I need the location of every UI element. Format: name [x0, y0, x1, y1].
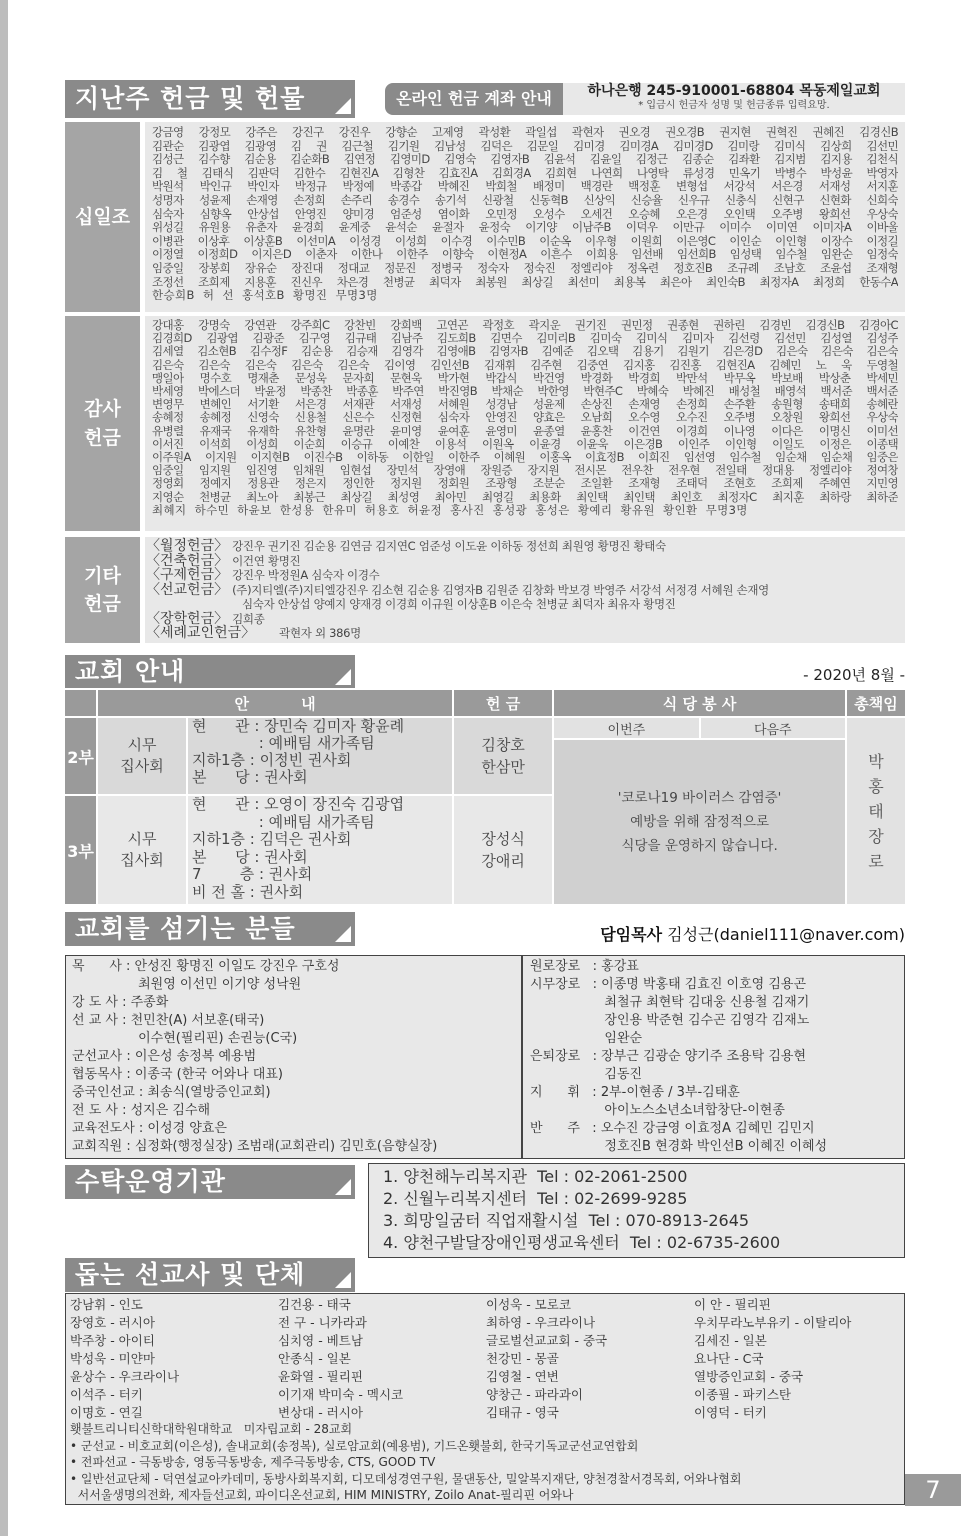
other-offering-row	[146, 554, 902, 569]
guide-line: 지하1층 : 김덕은 권사회	[192, 830, 352, 848]
offering-type: 〈장학헌금〉	[146, 610, 229, 627]
offering-type: 〈세례교인헌금〉	[146, 625, 256, 641]
mission-item: 안종식 - 일본	[278, 1351, 351, 1366]
name-row: 조정선 조희제 지용훈 진신우 차은경 천병균 최덕자 최봉원 최상길 최선미 최용복 최은아 최인숙B 최정자A 최정희 한동수A	[152, 275, 898, 289]
staff-line: 원로장로 : 홍강표	[530, 959, 639, 974]
offering-names: (주)지티엘(주)지티엘강진우 김소현 김순용 김영자B 김원준 김창화 박보경 박영주 서강석 서정경 서혜원 손재영	[232, 582, 769, 597]
name-row: 이주원A 이지원 이지현B 이진수B 이하동 이한일 이한주 이혜원 이홍옥 이효정B 이희진 임선영 임수철 임순채 임순채 임중은	[152, 451, 898, 465]
church-info-date: - 2020년 8월 -	[803, 666, 905, 684]
staff-line: 김동진	[530, 1067, 643, 1082]
offering-names: 이건연 황명진	[232, 553, 301, 568]
other-offering-row	[146, 539, 902, 554]
staff-line: 최철규 최현탁 김대웅 신용철 김재기	[530, 995, 810, 1010]
this-week-header: 이번주	[553, 717, 699, 739]
mission-item: 김태규 - 영국	[486, 1405, 559, 1420]
other-offering-label: 기타 헌금	[65, 537, 140, 643]
staff-right-column	[530, 958, 827, 1156]
servants-title-text: 교회를 섬기는 분들	[75, 914, 296, 943]
guide-line: 현 관 : 오영이 장진숙 김광엽	[192, 795, 405, 813]
staff-line: 군선교사 : 이은성 송정복 예용범	[72, 1049, 257, 1064]
other-offering-row	[146, 568, 902, 583]
col-chief: 총책임	[846, 689, 906, 717]
servants-title	[65, 912, 355, 946]
mission-row	[70, 1385, 902, 1403]
offering-type: 〈건축헌금〉	[146, 552, 229, 569]
next-week-header: 다음주	[700, 717, 846, 739]
mission-row	[70, 1295, 902, 1313]
name-row: 이정열 이정희D 이지은D 이춘자 이한나 이한주 이향숙 이현정A 이흔수 이희용 임선배 임선희B 임성택 임수철 임완순 임정숙	[152, 248, 898, 262]
mission-item: 이영덕 - 터키	[694, 1405, 767, 1420]
col-guide: 안 내	[97, 689, 453, 717]
name-row: 김성근 김수향 김순용 김순화B 김연정 김영미D 김영숙 김영자B 김윤석 김윤일 김정근 김종순 김좌환 김지범 김지용 김천식	[152, 153, 898, 167]
guide-line: 비 전 홀 : 권사회	[192, 882, 304, 901]
name-row: 정영회 정예지 정용관 정은지 정인한 정지원 정회원 조광형 조분순 조일환 조재형 조태덕 조현호 조희제 주혜연 지민영	[152, 477, 898, 491]
account-box	[563, 83, 905, 115]
staff-line: 전 도 사 : 성지은 김수해	[72, 1103, 211, 1118]
mission-item: 이성욱 - 모로코	[486, 1297, 571, 1312]
thanks-offering-names	[152, 319, 898, 517]
staff-line: 협동목사 : 이종국 (한국 어와나 대표)	[72, 1067, 283, 1082]
guide-line: 본 당 : 권사회	[192, 768, 308, 786]
offering-names: 심숙자 안상섭 양예지 양재경 이경희 이규원 이상훈B 이은숙 천병균 최덕자 최유자 황명진	[242, 597, 676, 611]
offering-section-title	[65, 80, 355, 118]
staff-line: 최원영 이선민 이기양 성낙원	[72, 977, 302, 992]
mission-row	[70, 1367, 902, 1385]
offering-names: 곽현자 외 386명	[279, 626, 361, 640]
committee: 시무 집사회	[97, 795, 187, 905]
page-edge	[0, 0, 8, 1536]
name-row: 이병관 이상후 이상훈B 이선미A 이성경 이성희 이수경 이수민B 이순옥 이우형 이원희 이은영C 이인순 이인형 이장수 이정길	[152, 234, 898, 248]
mission-item: 글로벌선교교회 - 중국	[486, 1333, 608, 1348]
mission-item: 심치영 - 베트남	[278, 1333, 363, 1348]
mission-item: 김세진 - 일본	[694, 1333, 767, 1348]
account-number: 하나은행 245-910001-68804 목동제일교회	[587, 83, 881, 99]
staff-line: 아이노스소년소녀합창단-이현종	[530, 1103, 785, 1118]
trust-item: 3. 희망일굼터 직업재활시설 Tel : 070-8913-2645	[383, 1211, 750, 1230]
mission-item: 장영호 - 러시아	[70, 1315, 155, 1330]
cafeteria-notice: '코로나19 바이러스 감염증' 예방을 위해 잠정적으로 식당을 운영하지 않습니다.	[553, 739, 846, 905]
staff-line: 반 주 : 오수진 강금영 이효정A 김혜민 김민지	[530, 1121, 815, 1136]
guide-line: 지하1층 : 이정빈 권사회	[192, 751, 352, 769]
staff-line: 중국인선교 : 최송식(열방증인교회)	[72, 1085, 271, 1100]
name-row: 이서진 이석희 이성희 이순희 이승규 이예찬 이용석 이원옥 이윤경 이윤욱 이은경B 이인주 이인형 이일도 이정은 이종택	[152, 437, 898, 451]
mission-row	[70, 1403, 902, 1421]
name-row: 심숙자 심향옥 안상섭 안영진 양미경 엄준성 염이화 오민정 오성수 오세건 오승혜 오은경 오인택 오주병 왕희선 우상숙	[152, 207, 898, 221]
trust-list	[383, 1166, 780, 1254]
staff-line: 강 도 사 : 주종화	[72, 995, 169, 1010]
staff-line: 정호진B 현경화 박인선B 이혜진 이혜성	[530, 1139, 828, 1154]
mission-item: 김건용 - 태국	[278, 1297, 351, 1312]
guide-line: : 예배팀 새가족팀	[192, 734, 375, 752]
service-guide-lines	[187, 717, 453, 795]
name-row: 김세열 김소현B 김수정F 김순용 김승재 김영각 김영애B 김영자B 김예준 김오택 김용기 김원기 김은경D 김은숙 김은숙 김은숙	[152, 345, 898, 359]
mission-row	[70, 1331, 902, 1349]
mission-item: 열방증인교회 - 중국	[694, 1369, 804, 1384]
mission-item: 요나단 - C국	[694, 1351, 764, 1366]
mission-item: 이종필 - 파키스탄	[694, 1387, 791, 1402]
name-row: 강대홍 강명숙 강연관 강주희C 강찬빈 강희백 고연곤 곽정호 곽지운 권기진 권민정 권종현 권하린 김경빈 김경신B 김경아C	[152, 319, 898, 332]
guide-line: 본 당 : 권사회	[192, 847, 308, 866]
mission-item: 이명호 - 연길	[70, 1405, 143, 1420]
mission-item: 윤상수 - 우크라이나	[70, 1369, 180, 1384]
name-row: 박세영 박에스더 박윤정 박종찬 박종훈 박주연 박진영B 박채순 박한영 박현주C 박혜숙 박혜진 배성철 배영석 백서준 백서준	[152, 385, 898, 399]
guide-line: : 예배팀 새가족팀	[192, 812, 375, 831]
account-note: * 입금시 헌금자 성명 및 헌금종류 입력요망.	[638, 100, 830, 111]
committee: 시무 집사회	[97, 717, 187, 795]
trust-item: 2. 신월누리복지센터 Tel : 02-2699-9285	[383, 1189, 688, 1208]
offering-names: 강진우 권기진 김순용 김연금 김지연C 엄준성 이도윤 이하동 정선희 최원영 황명진 황태숙	[232, 539, 666, 553]
staff-line: 시무장로 : 이종명 박홍태 김효진 이호영 김용곤	[530, 977, 807, 992]
name-row: 성명자 성윤제 손재영 손정희 손주리 송경수 송기석 신광철 신동혁B 신상익 신승율 신우규 신충식 신현구 신현화 신희숙	[152, 193, 898, 207]
name-row: 임중일 장봉희 장유순 장진대 정대교 정문진 정병국 정숙자 정숙진 정엘리야 정옥련 정호진B 조규례 조남호 조윤섭 조재형	[152, 261, 898, 275]
senior-pastor	[600, 922, 905, 945]
page-number: 7	[905, 1474, 961, 1506]
mission-extra-line: 서서울생명의전화, 제자들선교회, 파이디온선교회, HIM MINISTRY, Zoilo Anat-필리핀 어와나	[70, 1488, 574, 1502]
offering-type: 〈월정헌금〉	[146, 538, 229, 554]
mission-item: 천강민 - 몽골	[486, 1351, 559, 1366]
mission-item: 강남휘 - 인도	[70, 1297, 143, 1312]
guide-line: 7 층 : 권사회	[192, 865, 313, 883]
other-offering-row	[146, 583, 902, 598]
col-offering: 헌 금	[453, 689, 553, 717]
mission-extra-line: • 일반선교단체 - 덕연설교아카데미, 동방사회복지회, 디모데성경연구원, 물댄동산, 밀알복지재단, 양천경찰서경목회, 어와나협회	[70, 1471, 742, 1486]
corner-triangle-icon	[335, 98, 351, 114]
mission-extra-line: 횃불트리니티신학대학원대학교 미자립교회 - 28교회	[70, 1422, 353, 1436]
guide-line: 현 관 : 장민숙 김미자 황윤례	[192, 717, 405, 735]
trust-title-text: 수탁운영기관	[75, 1167, 226, 1196]
staff-line: 장인용 박준현 김수곤 김영각 김재노	[530, 1013, 810, 1028]
name-row: 유병렬 유재국 유재학 유찬형 윤명란 윤미영 윤여훈 윤영미 윤종열 윤홍찬 이건연 이경희 이나영 이다은 이명신 이미선	[152, 424, 898, 438]
church-info-title-text: 교회 안내	[75, 657, 186, 686]
name-row: 지영순 천병균 최노아 최봉근 최상길 최성영 최아민 최영길 최용화 최인택 최인택 최인호 최정자C 최지훈 최하랑 최하준	[152, 490, 898, 504]
mission-item: 이석주 - 터키	[70, 1387, 143, 1402]
name-row: 최혜지 하수민 하윤보 한성용 한유미 허용호 허윤정 홍사진 홍성광 홍성은 황예리 황유원 황인환 무명3명	[152, 503, 748, 517]
mission-item: 이기재 박미숙 - 멕시코	[278, 1387, 404, 1402]
service-name: 3부	[64, 795, 97, 905]
service-name: 2부	[64, 717, 97, 795]
missions-title-text: 돕는 선교사 및 단체	[75, 1260, 306, 1289]
other-offering-list	[146, 539, 902, 641]
offering-title-text: 지난주 헌금 및 헌물	[75, 84, 306, 113]
mission-extra-line: • 전파선교 - 극동방송, 영동극동방송, 제주극동방송, CTS, GOOD TV	[70, 1455, 436, 1469]
staff-left-column	[72, 958, 437, 1156]
senior-pastor-name: 김성근(daniel111@naver.com)	[667, 925, 905, 944]
name-row: 김관순 김광엽 김광영 김 권 김근철 김기원 김남성 김덕은 김문일 김미경 김미경A 김미경D 김미랑 김미식 김상희 김선민	[152, 139, 898, 153]
staff-line: 목 사 : 안성진 황명진 이일도 강진우 구호성	[72, 959, 340, 974]
missions-extra	[70, 1421, 741, 1504]
corner-triangle-icon	[335, 926, 351, 942]
mission-item: 이 안 - 필리핀	[694, 1297, 771, 1312]
staff-line: 임완순	[530, 1031, 643, 1046]
mission-item: 변상대 - 러시아	[278, 1405, 363, 1420]
offering-type: 〈선교헌금〉	[146, 581, 229, 598]
staff-line: 은퇴장로 : 장부근 김광순 양기주 조용탁 김용현	[530, 1049, 807, 1064]
offering-type: 〈구제헌금〉	[146, 567, 229, 583]
trust-item: 1. 양천해누리복지관 Tel : 02-2061-2500	[383, 1167, 688, 1186]
other-offering-row	[146, 626, 902, 641]
mission-item: 전 구 - 니카라과	[278, 1315, 367, 1330]
corner-triangle-icon	[335, 1272, 351, 1288]
mission-item: 박주창 - 아이티	[70, 1333, 155, 1348]
offering-names: 강진우 박정원A 심숙자 이경수	[232, 568, 380, 582]
name-row: 송혜정 송혜정 신영숙 신용철 신은수 신정현 심숙자 안영진 양효은 오남희 오수영 오수진 오주병 오창원 왕희선 우상숙	[152, 411, 898, 425]
offering-names: 김희종	[232, 611, 265, 626]
col-cafeteria: 식 당 봉 사	[553, 689, 846, 717]
staff-line: 이수현(필리핀) 손권능(C국)	[72, 1031, 298, 1046]
name-row: 임중일 임지원 임진영 임채원 임현섭 장민석 장영애 장원증 장지원 전시몬 전우찬 전우현 전일태 정대용 정엘리야 정여창	[152, 464, 898, 478]
offering-type	[146, 597, 238, 612]
column-divider	[521, 956, 523, 1158]
church-info-table	[63, 688, 907, 906]
mission-item: 윤화열 - 필리핀	[278, 1369, 363, 1384]
name-row: 위성길 유원용 유춘자 윤경희 윤계중 윤석순 윤절자 윤정숙 이기양 이남주B 이덕우 이만규 이미수 이미연 이미자A 이바울	[152, 221, 898, 235]
name-row: 한승희B 허 선 홍석호B 황명진 무명3명	[152, 289, 378, 303]
mission-item: 양창근 - 파라과이	[486, 1387, 583, 1402]
chief-elder: 박 홍 태 장 로	[846, 717, 906, 905]
other-offering-row	[146, 597, 902, 612]
senior-pastor-label: 담임목사	[600, 925, 663, 944]
tithe-names	[152, 126, 898, 303]
name-row: 강금영 강정모 강주은 강진구 강진우 강향순 고제영 곽성환 곽일섭 곽현자 권오경 권오경B 권지현 권혁진 권혜진 김경신B	[152, 126, 898, 139]
offering-staff: 장성식 강애리	[453, 795, 553, 905]
trust-item: 4. 양천구발달장애인평생교육센터 Tel : 02-6735-2600	[383, 1233, 781, 1252]
name-row: 맹일아 명수호 명재춘 문성욱 문자희 문현욱 박가현 박갑식 박건영 박경화 박경희 박만석 박무옥 박보배 박상춘 박세민	[152, 371, 898, 385]
corner-triangle-icon	[335, 669, 351, 685]
mission-item: 최하영 - 우크라이나	[486, 1315, 596, 1330]
staff-line: 지 휘 : 2부-이현종 / 3부-김태훈	[530, 1085, 740, 1100]
mission-item: 박성욱 - 미얀마	[70, 1351, 155, 1366]
church-info-title	[65, 655, 355, 689]
staff-line: 교회직원 : 심정화(행정실장) 조범래(교회관리) 김민호(음향실장)	[72, 1139, 438, 1154]
name-row: 변영무 변혜인 서기환 서은경 서재관 서재성 서혜원 성경남 성윤제 손상진 손재영 손정희 손주환 송원형 송태희 송혜란	[152, 398, 898, 412]
tithe-label: 십일조	[65, 122, 140, 312]
staff-line: 교육전도사 : 이성경 양효은	[72, 1121, 227, 1136]
missions-title	[65, 1258, 355, 1292]
other-offering-row	[146, 612, 902, 627]
trust-title	[65, 1165, 355, 1199]
offering-staff: 김창호 한삼만	[453, 717, 553, 795]
name-row: 박원석 박인규 박인자 박정규 박정예 박종갑 박혜진 박희철 배정미 백경란 백정훈 변형섭 서강석 서은경 서재성 서지훈	[152, 180, 898, 194]
name-row: 김은숙 김은숙 김은숙 김은숙 김은숙 김이영 김인선B 김재휘 김주현 김중연 김지홍 김진홍 김현진A 김혜민 노 욱 두영철	[152, 358, 898, 372]
missions-grid	[70, 1295, 902, 1421]
online-offering-label: 온라인 헌금 계좌 안내	[385, 83, 563, 115]
mission-item: 김영철 - 연변	[486, 1369, 559, 1384]
name-row: 김 철 김태식 김판덕 김한수 김현진A 김형찬 김효진A 김희경A 김희현 나연희 나영탁 류성경 민옥기 박병수 박성윤 박영자	[152, 166, 898, 180]
col-service	[64, 689, 97, 717]
mission-extra-line: • 군선교 - 비호교회(이은성), 솔내교회(송정복), 실로암교회(예용범), 기드온횃불회, 한국기독교군선교연합회	[70, 1438, 639, 1453]
corner-triangle-icon	[335, 1179, 351, 1195]
mission-row	[70, 1313, 902, 1331]
mission-item: 우치무라노부유키 - 이탈리아	[694, 1315, 852, 1330]
mission-row	[70, 1349, 902, 1367]
service-guide-lines	[187, 795, 453, 905]
thanks-offering-label: 감사 헌금	[65, 316, 140, 531]
staff-line: 선 교 사 : 천민찬(A) 서보훈(태국)	[72, 1013, 265, 1028]
name-row: 김경희D 김광엽 김광준 김구영 김규태 김남주 김도희B 김면수 김미리B 김미숙 김미식 김미자 김선령 김선민 김성열 김성주	[152, 332, 898, 346]
